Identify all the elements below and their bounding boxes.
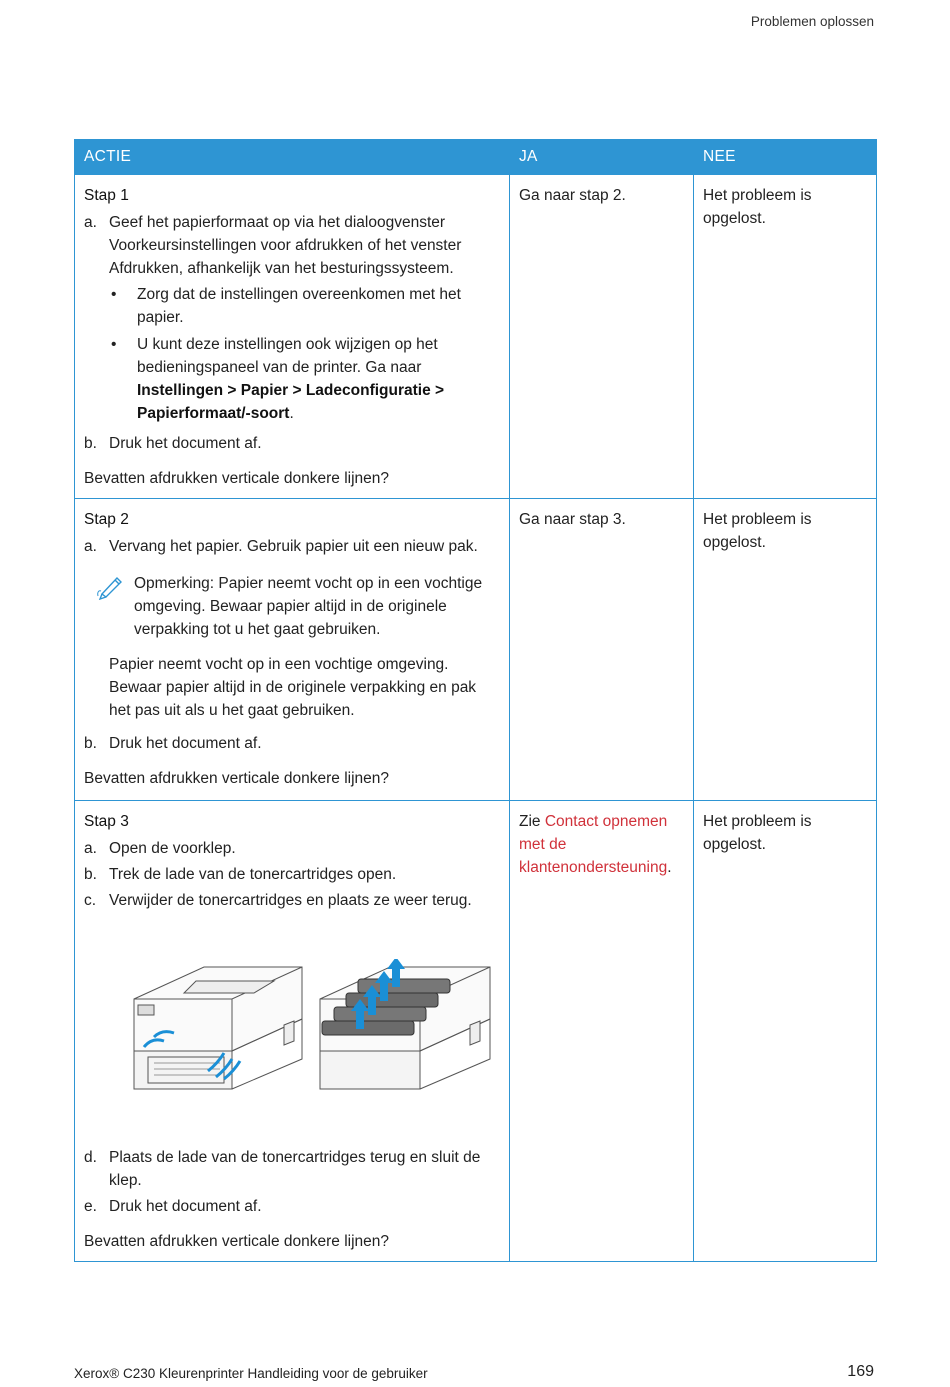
list-marker: b. (84, 866, 97, 883)
actie-cell (75, 175, 510, 499)
column-header-actie: ACTIE (75, 140, 510, 175)
note-block (96, 572, 500, 641)
bullet-text: U kunt deze instellingen ook wijzigen op het bedieningspaneel van de printer. Ga naar (137, 336, 438, 376)
bullet-text: Zorg dat de instellingen overeenkomen met het papier. (137, 286, 461, 326)
bullet-item (109, 283, 500, 329)
table-row-step-2 (75, 499, 877, 801)
nee-text: Het probleem is opgelost. (703, 511, 812, 551)
list-item (84, 837, 500, 860)
list-marker: b. (84, 435, 97, 452)
list-marker: a. (84, 214, 97, 231)
column-header-ja: JA (510, 140, 694, 175)
list-item-text: Druk het document af. (109, 435, 262, 452)
list-item-text: Plaats de lade van de tonercartridges terug en sluit de klep. (109, 1149, 481, 1189)
step-title: Stap 1 (84, 187, 129, 204)
contact-support-link[interactable]: Contact opnemen met de klantenondersteuning (519, 813, 668, 876)
page-number: 169 (847, 1363, 874, 1380)
step-question: Bevatten afdrukken verticale donkere lijnen? (84, 470, 390, 487)
bullet-list (109, 283, 500, 425)
list-item (84, 535, 500, 558)
bullet-dot-icon: • (111, 286, 117, 303)
note-text: Opmerking: Papier neemt vocht op in een vochtige omgeving. Bewaar papier altijd in de originele verpakking tot u het gaat gebruiken. (134, 575, 483, 638)
bullet-dot-icon: • (111, 336, 117, 353)
page-header-section: Problemen oplossen (750, 14, 874, 29)
step-question: Bevatten afdrukken verticale donkere lijnen? (84, 1233, 390, 1250)
ja-cell (510, 801, 694, 1262)
list-marker: a. (84, 840, 97, 857)
list-item-text: Geef het papierformaat op via het dialoogvenster Voorkeursinstellingen voor afdrukken of het venster Afdrukken, afhankelijk van het besturingssysteem. (109, 214, 462, 277)
actie-cell (75, 499, 510, 801)
list-marker: c. (84, 892, 97, 909)
menu-path: Instellingen > Papier > Ladeconfiguratie > Papierformaat/-soort (137, 382, 445, 422)
list-item (84, 863, 500, 886)
list-item-text: Vervang het papier. Gebruik papier uit een nieuw pak. (109, 538, 478, 555)
bullet-item (109, 333, 500, 425)
list-marker: b. (84, 735, 97, 752)
list-item-text: Verwijder de tonercartridges en plaats ze weer terug. (109, 892, 472, 909)
list-item (84, 1195, 500, 1218)
printer-open-front-icon (134, 967, 302, 1089)
ja-cell (510, 499, 694, 801)
list-item-text: Trek de lade van de tonercartridges open. (109, 866, 397, 883)
bullet-text-end: . (289, 405, 294, 422)
ja-text: Ga naar stap 3. (519, 511, 626, 528)
pencil-icon (96, 572, 134, 641)
troubleshooting-table (74, 139, 877, 1262)
printer-toner-illustration (124, 959, 494, 1109)
ja-text-end: . (667, 859, 672, 876)
list-item (84, 732, 500, 755)
list-marker: e. (84, 1198, 97, 1215)
list-item (84, 432, 500, 455)
ja-text: Zie (519, 813, 541, 830)
nee-cell (694, 499, 877, 801)
list-item (84, 1146, 500, 1192)
table-row-step-3 (75, 801, 877, 1262)
paragraph: Papier neemt vocht op in een vochtige omgeving. Bewaar papier altijd in de originele verpakking en pak het pas uit als u het gaat gebruiken. (109, 656, 477, 719)
nee-text: Het probleem is opgelost. (703, 813, 812, 853)
step-question: Bevatten afdrukken verticale donkere lijnen? (84, 770, 390, 787)
list-item-text: Open de voorklep. (109, 840, 236, 857)
list-item-text: Druk het document af. (109, 735, 262, 752)
actie-cell (75, 801, 510, 1262)
list-marker: d. (84, 1149, 97, 1166)
list-item (84, 211, 500, 429)
ja-text: Ga naar stap 2. (519, 187, 626, 204)
list-item (84, 889, 500, 912)
list-item-text: Druk het document af. (109, 1198, 262, 1215)
column-header-nee: NEE (694, 140, 877, 175)
nee-text: Het probleem is opgelost. (703, 187, 812, 227)
list-marker: a. (84, 538, 97, 555)
footer-title: Xerox® C230 Kleurenprinter Handleiding voor de gebruiker (74, 1366, 428, 1381)
step-title: Stap 3 (84, 813, 129, 830)
table-row-step-1 (75, 175, 877, 499)
nee-cell (694, 175, 877, 499)
table-header-row (75, 140, 877, 175)
step-title: Stap 2 (84, 511, 129, 528)
ja-cell (510, 175, 694, 499)
nee-cell (694, 801, 877, 1262)
